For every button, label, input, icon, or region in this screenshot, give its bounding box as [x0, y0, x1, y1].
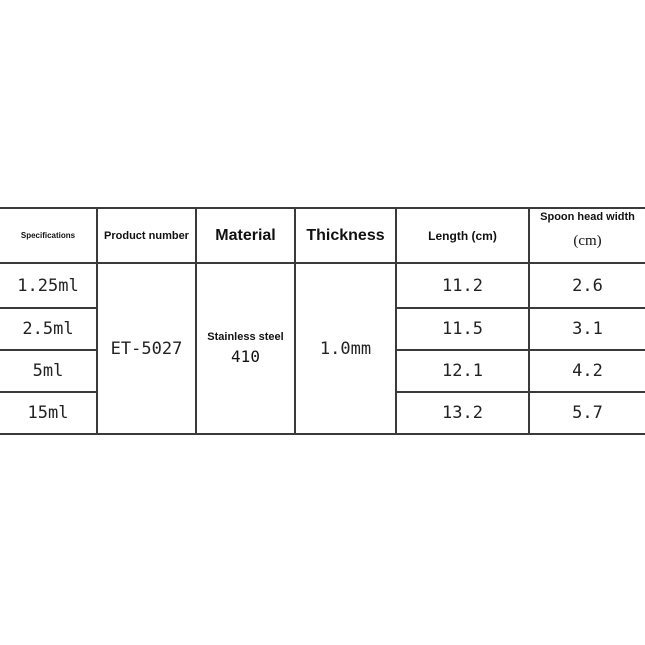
spoon-spec-table	[0, 207, 645, 435]
cell-product-number: ET-5027	[97, 263, 196, 434]
header-material: Material	[196, 208, 295, 263]
cell-spec: 1.25ml	[0, 263, 97, 308]
cell-width: 4.2	[529, 350, 645, 392]
cell-width: 2.6	[529, 263, 645, 308]
material-name: Stainless steel	[207, 331, 284, 343]
header-spoon-head-width-label: Spoon head width	[540, 211, 635, 223]
header-thickness: Thickness	[295, 208, 396, 263]
cell-spec: 2.5ml	[0, 308, 97, 350]
header-length: Length (cm)	[396, 208, 529, 263]
cell-width: 5.7	[529, 392, 645, 434]
header-specifications: Specifications	[0, 208, 97, 263]
cell-spec: 15ml	[0, 392, 97, 434]
header-spoon-head-width	[529, 208, 645, 263]
cell-thickness: 1.0mm	[295, 263, 396, 434]
cell-width: 3.1	[529, 308, 645, 350]
table-row	[0, 263, 645, 308]
cell-material	[196, 263, 295, 434]
cell-length: 11.2	[396, 263, 529, 308]
cell-spec: 5ml	[0, 350, 97, 392]
table-header-row	[0, 208, 645, 263]
material-grade: 410	[231, 347, 260, 366]
cell-length: 11.5	[396, 308, 529, 350]
cell-length: 13.2	[396, 392, 529, 434]
header-spoon-head-width-unit: (cm)	[573, 233, 602, 249]
cell-length: 12.1	[396, 350, 529, 392]
header-product-number: Product number	[97, 208, 196, 263]
